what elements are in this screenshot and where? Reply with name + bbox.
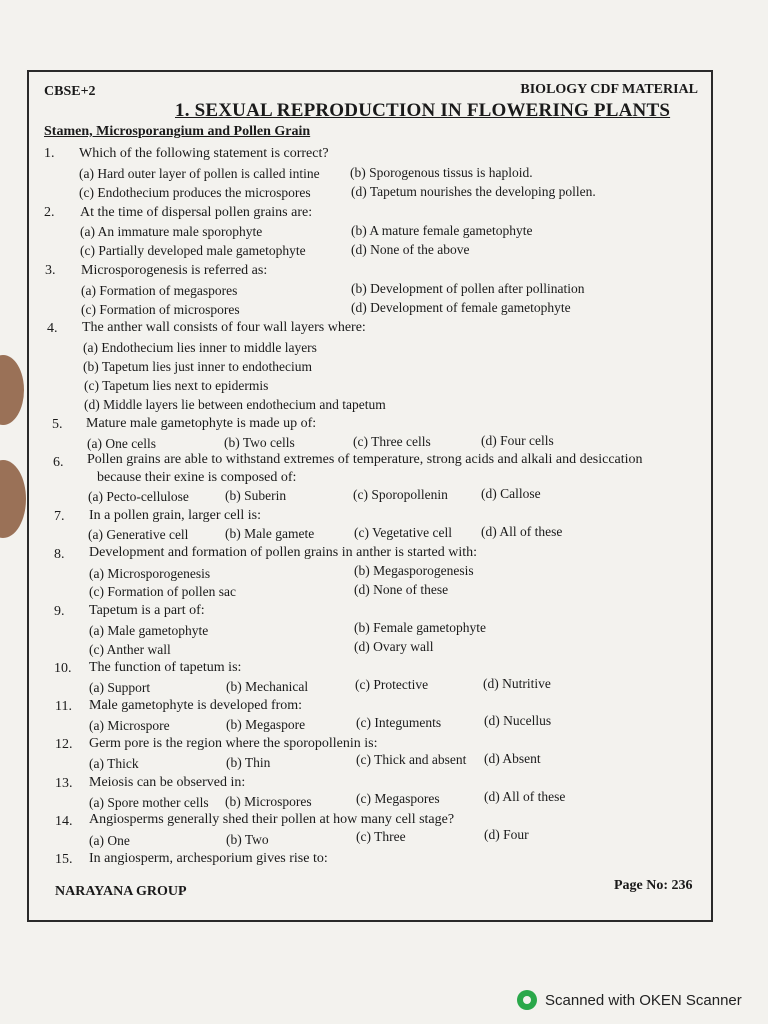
question-number: 10. [54, 661, 72, 676]
option: (d) Middle layers lie between endothecium and tapetum [84, 397, 386, 412]
option: (b) Megaspore [226, 717, 306, 732]
question-text: Germ pore is the region where the sporopollenin is: [89, 736, 378, 751]
option: (d) Four cells [481, 433, 554, 448]
question-text: Angiosperms generally shed their pollen at how many cell stage? [89, 812, 455, 827]
option: (d) None of the above [351, 242, 470, 257]
scanner-label: Scanned with OKEN Scanner [545, 991, 742, 1009]
question-text-continued: because their exine is composed of: [97, 470, 297, 485]
option: (c) Protective [355, 677, 429, 692]
option: (a) Microspore [89, 718, 170, 733]
option: (d) Development of female gametophyte [351, 300, 571, 315]
option: (c) Partially developed male gametophyte [80, 243, 306, 258]
question-text: Which of the following statement is correct? [79, 146, 329, 161]
option: (a) Pecto-cellulose [88, 489, 189, 504]
option: (a) One [89, 833, 130, 848]
scanner-watermark [517, 990, 742, 1010]
option: (b) Suberin [225, 488, 287, 503]
question-number: 7. [54, 509, 65, 524]
question-text: Development and formation of pollen grains in anther is started with: [89, 545, 478, 560]
question-number: 1. [44, 146, 55, 161]
option: (c) Sporopollenin [353, 487, 448, 502]
option: (d) Nucellus [484, 713, 552, 728]
question-number: 5. [52, 417, 63, 432]
option: (c) Endothecium produces the microspores [79, 185, 311, 200]
question-text: Tapetum is a part of: [89, 603, 205, 618]
section-heading: Stamen, Microsporangium and Pollen Grain [44, 124, 311, 139]
question-number: 2. [44, 205, 55, 220]
option: (b) Female gametophyte [354, 620, 486, 635]
course-label: CBSE+2 [44, 84, 96, 99]
option: (b) Megasporogenesis [354, 563, 474, 578]
option: (c) Three cells [353, 434, 431, 449]
option: (d) Nutritive [483, 676, 551, 691]
option: (d) All of these [481, 524, 563, 539]
question-text: The anther wall consists of four wall layers where: [82, 320, 366, 335]
option: (a) Spore mother cells [89, 795, 209, 810]
option: (c) Formation of pollen sac [89, 584, 236, 599]
option: (b) Two [226, 832, 269, 847]
option: (c) Three [356, 829, 406, 844]
option: (a) Hard outer layer of pollen is called intine [79, 166, 320, 181]
question-number: 9. [54, 604, 65, 619]
question-text: Pollen grains are able to withstand extremes of temperature, strong acids and alkali and desiccation [87, 452, 643, 467]
finger-shadow-bottom [0, 460, 26, 538]
option: (b) Male gamete [225, 526, 315, 541]
option: (d) Tapetum nourishes the developing pollen. [351, 184, 596, 199]
publisher-name: NARAYANA GROUP [55, 884, 187, 899]
material-label: BIOLOGY CDF MATERIAL [520, 82, 698, 97]
option: (a) Support [89, 680, 151, 695]
option: (c) Vegetative cell [354, 525, 452, 540]
option: (a) Endothecium lies inner to middle layers [83, 340, 317, 355]
option: (a) One cells [87, 436, 156, 451]
question-number: 14. [55, 814, 73, 829]
chapter-title: 1. SEXUAL REPRODUCTION IN FLOWERING PLANTS [175, 100, 671, 121]
option: (d) Ovary wall [354, 639, 434, 654]
option: (d) Callose [481, 486, 541, 501]
option: (b) Mechanical [226, 679, 309, 694]
question-number: 6. [53, 455, 64, 470]
question-text: In angiosperm, archesporium gives rise to: [89, 851, 328, 866]
option: (a) Generative cell [88, 527, 189, 542]
question-number: 8. [54, 547, 65, 562]
option: (c) Formation of microspores [81, 302, 240, 317]
question-number: 3. [45, 263, 56, 278]
option: (b) Two cells [224, 435, 295, 450]
option: (d) Four [484, 827, 529, 842]
option: (a) Thick [89, 756, 139, 771]
question-number: 11. [55, 699, 72, 714]
question-number: 15. [55, 852, 73, 867]
option: (a) An immature male sporophyte [80, 224, 263, 239]
question-number: 12. [55, 737, 73, 752]
question-text: Male gametophyte is developed from: [89, 698, 303, 713]
option: (d) None of these [354, 582, 449, 597]
option: (a) Formation of megaspores [81, 283, 238, 298]
option: (c) Tapetum lies next to epidermis [84, 378, 269, 393]
question-text: The function of tapetum is: [89, 660, 242, 675]
option: (b) Development of pollen after pollination [351, 281, 585, 296]
question-text: Microsporogenesis is referred as: [81, 263, 268, 278]
option: (a) Male gametophyte [89, 623, 209, 638]
finger-shadow-top [0, 355, 24, 425]
option: (c) Megaspores [356, 791, 440, 806]
option: (c) Integuments [356, 715, 442, 730]
option: (b) A mature female gametophyte [351, 223, 533, 238]
option: (a) Microsporogenesis [89, 566, 211, 581]
question-number: 4. [47, 321, 58, 336]
option: (b) Thin [226, 755, 271, 770]
question-text: At the time of dispersal pollen grains are: [80, 205, 313, 220]
option: (c) Anther wall [89, 642, 171, 657]
option: (b) Sporogenous tissus is haploid. [350, 165, 533, 180]
option: (b) Tapetum lies just inner to endothecium [83, 359, 313, 374]
option: (b) Microspores [225, 794, 312, 809]
question-text: In a pollen grain, larger cell is: [89, 508, 261, 523]
option: (d) All of these [484, 789, 566, 804]
page-number: Page No: 236 [614, 878, 693, 893]
question-text: Mature male gametophyte is made up of: [86, 416, 317, 431]
question-number: 13. [55, 776, 73, 791]
option: (d) Absent [484, 751, 541, 766]
option: (c) Thick and absent [356, 752, 467, 767]
oken-scanner-logo-icon [517, 990, 537, 1010]
question-text: Meiosis can be observed in: [89, 775, 246, 790]
